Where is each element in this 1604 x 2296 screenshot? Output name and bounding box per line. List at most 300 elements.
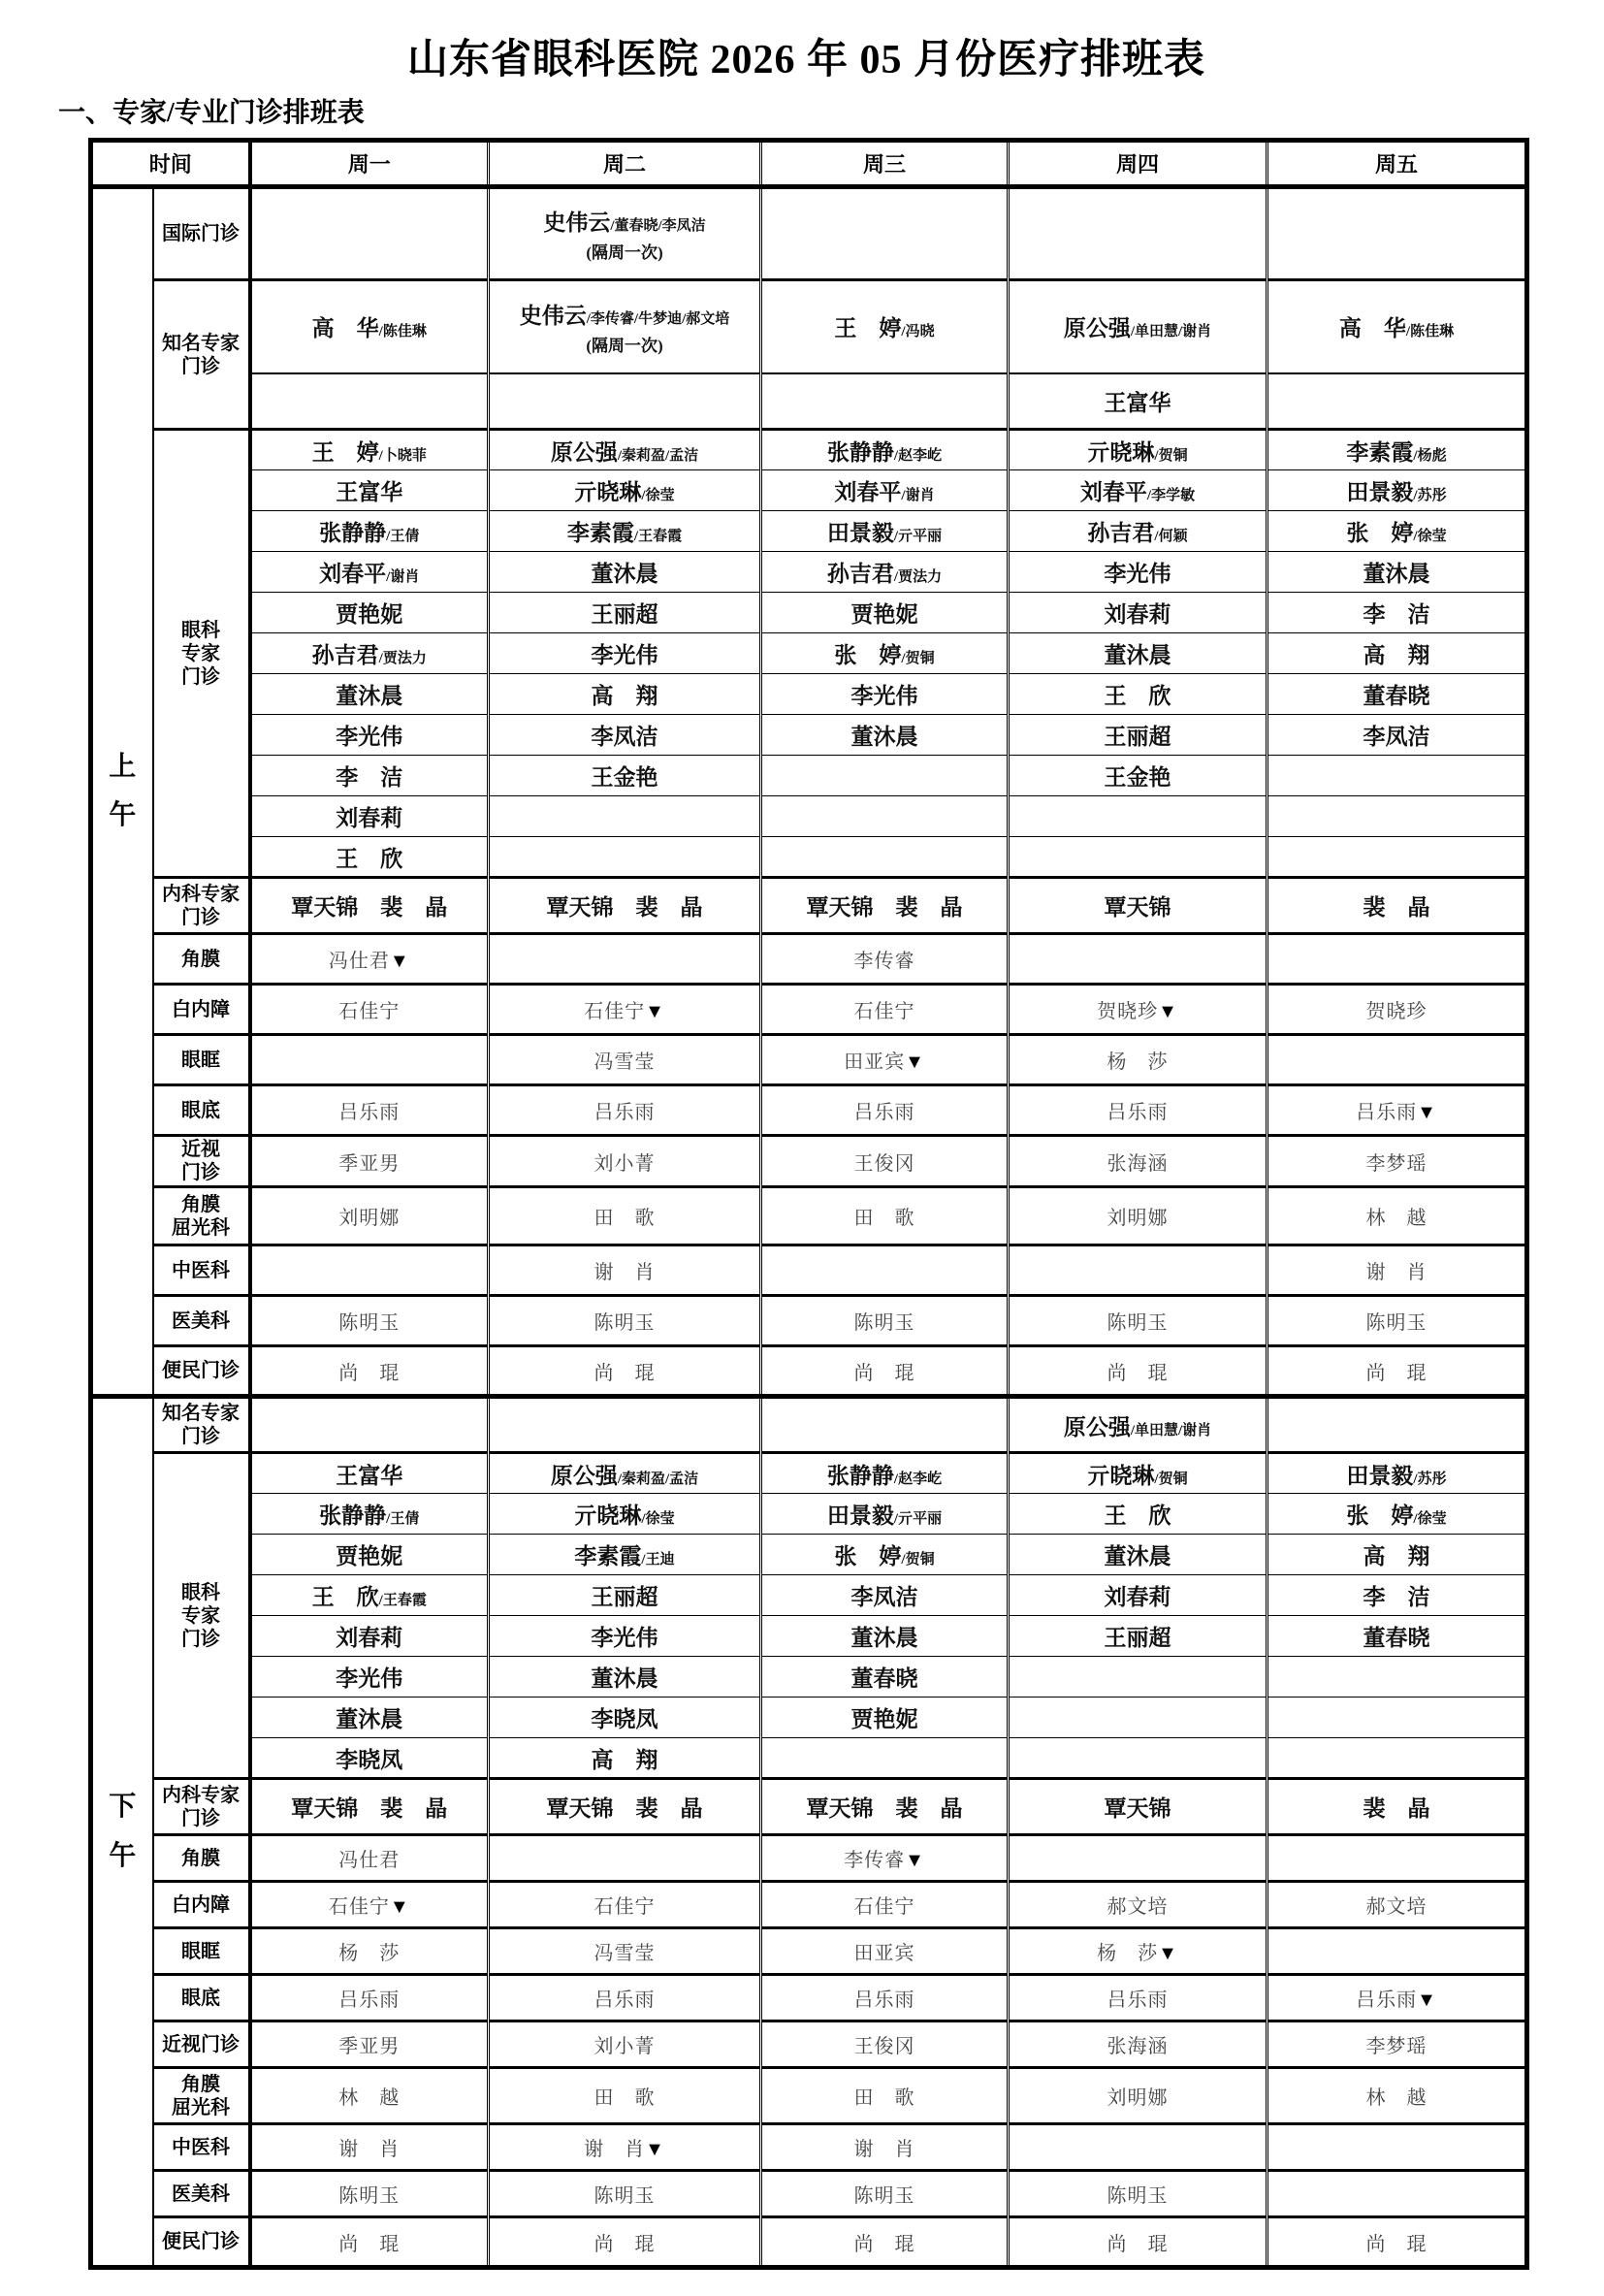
- schedule-cell: 张静静/王倩: [250, 511, 489, 552]
- schedule-cell: 董沐晨: [761, 715, 1009, 756]
- schedule-cell: 张 婷/贺铜: [761, 633, 1009, 674]
- schedule-cell: [250, 1245, 489, 1296]
- schedule-cell: 陈明玉: [1267, 1296, 1527, 1346]
- schedule-cell: 原公强/秦莉盈/孟洁: [489, 1453, 761, 1494]
- schedule-cell: [761, 187, 1009, 280]
- category-label: 眼科 专家 门诊: [153, 1453, 250, 1779]
- schedule-cell: 覃天锦: [1009, 1779, 1267, 1835]
- schedule-cell: 林 越: [1267, 2068, 1527, 2124]
- schedule-cell: 裴 晶: [1267, 1779, 1527, 1835]
- schedule-cell: 贾艳妮: [250, 593, 489, 633]
- schedule-cell: 郝文培: [1009, 1882, 1267, 1928]
- schedule-cell: 林 越: [1267, 1187, 1527, 1245]
- day-header-wed: 周三: [761, 141, 1009, 187]
- category-label: 眼底: [153, 1085, 250, 1136]
- schedule-cell: 李光伟: [250, 1657, 489, 1698]
- day-header-thu: 周四: [1009, 141, 1267, 187]
- schedule-cell: 贾艳妮: [250, 1535, 489, 1575]
- category-label: 中医科: [153, 2124, 250, 2171]
- triangle-marker: ▼: [1417, 1102, 1437, 1123]
- schedule-cell: 高 华/陈佳琳: [250, 280, 489, 373]
- schedule-cell: 高 翔: [1267, 633, 1527, 674]
- schedule-cell: [250, 187, 489, 280]
- schedule-cell: [489, 373, 761, 430]
- schedule-cell: 吕乐雨: [1009, 1975, 1267, 2021]
- schedule-row: [91, 1835, 1527, 1882]
- schedule-cell: 尚 琨: [489, 1346, 761, 1397]
- category-label: 角膜: [153, 934, 250, 985]
- schedule-cell: 李 洁: [1267, 593, 1527, 633]
- schedule-cell: 陈明玉: [761, 1296, 1009, 1346]
- category-label: 知名专家 门诊: [153, 280, 250, 430]
- schedule-cell: 刘春莉: [250, 1616, 489, 1657]
- schedule-cell: 陈明玉: [761, 2171, 1009, 2217]
- schedule-cell: 季亚男: [250, 1136, 489, 1187]
- schedule-cell: [1009, 796, 1267, 837]
- schedule-cell: 张 婷/徐莹: [1267, 511, 1527, 552]
- schedule-cell: 覃天锦 裴 晶: [761, 1779, 1009, 1835]
- schedule-cell: 裴 晶: [1267, 878, 1527, 934]
- schedule-cell: [1267, 1928, 1527, 1975]
- schedule-row: [91, 715, 1527, 756]
- schedule-cell: 尚 琨: [489, 2217, 761, 2268]
- day-header-tue: 周二: [489, 141, 761, 187]
- schedule-cell: 贺晓珍: [1267, 985, 1527, 1035]
- schedule-cell: 亓晓琳/徐莹: [489, 470, 761, 511]
- period-label: 上 午: [91, 187, 153, 1397]
- category-label: 角膜 屈光科: [153, 1187, 250, 1245]
- schedule-cell: [250, 1035, 489, 1085]
- schedule-cell: 王富华: [250, 470, 489, 511]
- schedule-cell: [761, 1245, 1009, 1296]
- schedule-cell: [489, 1835, 761, 1882]
- schedule-cell: 原公强/单田慧/谢肖: [1009, 280, 1267, 373]
- schedule-cell: 刘明娜: [1009, 1187, 1267, 1245]
- schedule-row: [91, 1397, 1527, 1453]
- schedule-body: [91, 187, 1527, 2268]
- schedule-cell: [1267, 1035, 1527, 1085]
- schedule-cell: 董春晓: [1267, 674, 1527, 715]
- schedule-cell: 王俊冈: [761, 1136, 1009, 1187]
- schedule-cell: 田亚宾: [761, 1928, 1009, 1975]
- schedule-row: [91, 985, 1527, 1035]
- schedule-cell: 覃天锦 裴 晶: [250, 1779, 489, 1835]
- category-label: 内科专家 门诊: [153, 1779, 250, 1835]
- schedule-row: [91, 2068, 1527, 2124]
- schedule-cell: 覃天锦 裴 晶: [489, 878, 761, 934]
- schedule-cell: [1009, 837, 1267, 878]
- time-header: 时间: [91, 141, 250, 187]
- schedule-cell: 吕乐雨: [250, 1975, 489, 2021]
- schedule-row: [91, 1346, 1527, 1397]
- triangle-marker: ▼: [645, 1001, 665, 1022]
- schedule-cell: [1267, 2124, 1527, 2171]
- schedule-cell: 王 欣: [1009, 674, 1267, 715]
- schedule-cell: 杨 莎: [250, 1928, 489, 1975]
- schedule-cell: 杨 莎: [1009, 1035, 1267, 1085]
- schedule-cell: [1267, 1657, 1527, 1698]
- triangle-marker: ▼: [389, 1896, 410, 1918]
- schedule-cell: 董沐晨: [1009, 633, 1267, 674]
- schedule-row: [91, 1738, 1527, 1779]
- schedule-cell: 张静静/赵李屹: [761, 430, 1009, 470]
- schedule-row: [91, 1136, 1527, 1187]
- schedule-row: [91, 837, 1527, 878]
- schedule-cell: 李光伟: [250, 715, 489, 756]
- schedule-cell: 李 洁: [250, 756, 489, 796]
- day-header-fri: 周五: [1267, 141, 1527, 187]
- schedule-row: [91, 756, 1527, 796]
- schedule-cell: 李素霞/杨彪: [1267, 430, 1527, 470]
- schedule-cell: [1009, 934, 1267, 985]
- schedule-cell: 张静静/王倩: [250, 1494, 489, 1535]
- schedule-row: [91, 1575, 1527, 1616]
- schedule-cell: 孙吉君/贾法力: [250, 633, 489, 674]
- schedule-row: [91, 430, 1527, 470]
- schedule-cell: [1267, 187, 1527, 280]
- schedule-cell: 贾艳妮: [761, 1698, 1009, 1738]
- schedule-row: [91, 934, 1527, 985]
- schedule-cell: 尚 琨: [1009, 2217, 1267, 2268]
- schedule-cell: 刘春平/谢肖: [250, 552, 489, 593]
- schedule-cell: 张静静/赵李屹: [761, 1453, 1009, 1494]
- triangle-marker: ▼: [1158, 1001, 1178, 1022]
- schedule-cell: 王丽超: [489, 593, 761, 633]
- schedule-cell: [250, 1397, 489, 1453]
- schedule-cell: 石佳宁: [761, 1882, 1009, 1928]
- schedule-cell: 尚 琨: [250, 1346, 489, 1397]
- schedule-cell: 陈明玉: [1009, 2171, 1267, 2217]
- schedule-cell: 田 歌: [489, 1187, 761, 1245]
- schedule-cell: 谢 肖: [250, 2124, 489, 2171]
- schedule-cell: 覃天锦: [1009, 878, 1267, 934]
- schedule-cell: [1009, 187, 1267, 280]
- schedule-cell: 吕乐雨: [250, 1085, 489, 1136]
- schedule-cell: 陈明玉: [489, 1296, 761, 1346]
- schedule-row: [91, 1616, 1527, 1657]
- category-label: 眼眶: [153, 1928, 250, 1975]
- schedule-row: [91, 1494, 1527, 1535]
- schedule-cell: 陈明玉: [250, 1296, 489, 1346]
- schedule-cell: 尚 琨: [1267, 2217, 1527, 2268]
- schedule-cell: 田景毅/亓平丽: [761, 511, 1009, 552]
- schedule-row: [91, 1882, 1527, 1928]
- schedule-row: [91, 1535, 1527, 1575]
- schedule-cell: 董沐晨: [489, 552, 761, 593]
- schedule-cell: 田亚宾▼: [761, 1035, 1009, 1085]
- schedule-cell: 董沐晨: [761, 1616, 1009, 1657]
- schedule-cell: 冯仕君▼: [250, 934, 489, 985]
- schedule-cell: 董沐晨: [489, 1657, 761, 1698]
- schedule-cell: 田景毅/亓平丽: [761, 1494, 1009, 1535]
- schedule-row: [91, 1779, 1527, 1835]
- schedule-cell: 张 婷/贺铜: [761, 1535, 1009, 1575]
- category-label: 近视门诊: [153, 2021, 250, 2068]
- schedule-cell: 刘春平/李学敏: [1009, 470, 1267, 511]
- schedule-cell: [1009, 1698, 1267, 1738]
- category-label: 近视 门诊: [153, 1136, 250, 1187]
- schedule-cell: [489, 837, 761, 878]
- schedule-cell: 田景毅/苏彤: [1267, 1453, 1527, 1494]
- category-label: 医美科: [153, 2171, 250, 2217]
- schedule-cell: 王 婷/卜晓菲: [250, 430, 489, 470]
- schedule-cell: 冯雪莹: [489, 1928, 761, 1975]
- schedule-row: [91, 2021, 1527, 2068]
- schedule-cell: 王丽超: [489, 1575, 761, 1616]
- schedule-cell: 董沐晨: [1267, 552, 1527, 593]
- schedule-cell: 尚 琨: [1009, 1346, 1267, 1397]
- schedule-cell: 李光伟: [1009, 552, 1267, 593]
- triangle-marker: ▼: [1158, 1943, 1178, 1964]
- schedule-cell: [761, 1397, 1009, 1453]
- schedule-cell: 史伟云/董春晓/李凤洁 (隔周一次): [489, 187, 761, 280]
- schedule-row: [91, 1296, 1527, 1346]
- category-label: 医美科: [153, 1296, 250, 1346]
- schedule-cell: 刘春莉: [250, 796, 489, 837]
- schedule-cell: 贺晓珍▼: [1009, 985, 1267, 1035]
- schedule-cell: 王 婷/冯晓: [761, 280, 1009, 373]
- schedule-row: [91, 373, 1527, 430]
- schedule-cell: 李梦瑶: [1267, 2021, 1527, 2068]
- schedule-cell: 李晓凤: [489, 1698, 761, 1738]
- schedule-cell: 王丽超: [1009, 715, 1267, 756]
- schedule-row: [91, 511, 1527, 552]
- schedule-cell: 杨 莎▼: [1009, 1928, 1267, 1975]
- schedule-cell: 刘小菁: [489, 2021, 761, 2068]
- schedule-cell: 石佳宁: [489, 1882, 761, 1928]
- schedule-row: [91, 633, 1527, 674]
- schedule-cell: 王富华: [250, 1453, 489, 1494]
- schedule-row: [91, 796, 1527, 837]
- schedule-cell: 李晓凤: [250, 1738, 489, 1779]
- schedule-row: [91, 593, 1527, 633]
- schedule-cell: 王金艳: [1009, 756, 1267, 796]
- category-label: 白内障: [153, 1882, 250, 1928]
- category-label: 国际门诊: [153, 187, 250, 280]
- schedule-cell: 石佳宁: [761, 985, 1009, 1035]
- schedule-cell: 刘春莉: [1009, 593, 1267, 633]
- schedule-cell: 亓晓琳/贺铜: [1009, 430, 1267, 470]
- category-label: 知名专家 门诊: [153, 1397, 250, 1453]
- schedule-cell: [489, 934, 761, 985]
- triangle-marker: ▼: [1417, 1989, 1437, 2011]
- schedule-cell: 季亚男: [250, 2021, 489, 2068]
- schedule-cell: 田景毅/苏彤: [1267, 470, 1527, 511]
- schedule-cell: 谢 肖: [489, 1245, 761, 1296]
- category-label: 眼眶: [153, 1035, 250, 1085]
- category-label: 角膜: [153, 1835, 250, 1882]
- schedule-cell: [761, 796, 1009, 837]
- schedule-cell: 田 歌: [489, 2068, 761, 2124]
- schedule-cell: [489, 796, 761, 837]
- schedule-cell: [1267, 756, 1527, 796]
- category-label: 便民门诊: [153, 2217, 250, 2268]
- schedule-cell: 董沐晨: [250, 674, 489, 715]
- page-subtitle: 一、专家/专业门诊排班表: [58, 98, 365, 128]
- schedule-cell: 孙吉君/贾法力: [761, 552, 1009, 593]
- schedule-cell: 原公强/秦莉盈/孟洁: [489, 430, 761, 470]
- schedule-cell: 原公强/单田慧/谢肖: [1009, 1397, 1267, 1453]
- schedule-cell: [1009, 2124, 1267, 2171]
- schedule-cell: [1267, 837, 1527, 878]
- schedule-cell: 吕乐雨: [1009, 1085, 1267, 1136]
- schedule-cell: 高 翔: [489, 674, 761, 715]
- schedule-cell: 史伟云/李传睿/牛梦迪/郝文培 (隔周一次): [489, 280, 761, 373]
- category-label: 白内障: [153, 985, 250, 1035]
- schedule-cell: [1267, 796, 1527, 837]
- schedule-cell: 李光伟: [489, 1616, 761, 1657]
- schedule-cell: 刘明娜: [250, 1187, 489, 1245]
- schedule-cell: 田 歌: [761, 2068, 1009, 2124]
- triangle-marker: ▼: [905, 1850, 925, 1871]
- schedule-cell: 尚 琨: [1267, 1346, 1527, 1397]
- schedule-cell: [761, 756, 1009, 796]
- schedule-cell: 吕乐雨: [761, 1975, 1009, 2021]
- triangle-marker: ▼: [905, 1051, 925, 1073]
- schedule-row: [91, 1453, 1527, 1494]
- schedule-cell: [1267, 1397, 1527, 1453]
- schedule-cell: 李素霞/王迪: [489, 1535, 761, 1575]
- schedule-cell: 亓晓琳/徐莹: [489, 1494, 761, 1535]
- schedule-cell: [1009, 1245, 1267, 1296]
- schedule-cell: [1267, 373, 1527, 430]
- schedule-cell: [1267, 1835, 1527, 1882]
- schedule-cell: 刘春平/谢肖: [761, 470, 1009, 511]
- schedule-cell: 高 翔: [1267, 1535, 1527, 1575]
- schedule-row: [91, 1657, 1527, 1698]
- schedule-page: [0, 27, 1604, 2270]
- schedule-cell: 谢 肖: [761, 2124, 1009, 2171]
- schedule-cell: [761, 373, 1009, 430]
- schedule-cell: 刘明娜: [1009, 2068, 1267, 2124]
- schedule-cell: 吕乐雨▼: [1267, 1085, 1527, 1136]
- schedule-row: [91, 1928, 1527, 1975]
- schedule-cell: 王 欣: [1009, 1494, 1267, 1535]
- schedule-cell: 孙吉君/何颖: [1009, 511, 1267, 552]
- schedule-cell: 覃天锦 裴 晶: [761, 878, 1009, 934]
- schedule-cell: 董沐晨: [250, 1698, 489, 1738]
- schedule-cell: 高 翔: [489, 1738, 761, 1779]
- schedule-cell: 董春晓: [1267, 1616, 1527, 1657]
- schedule-cell: 张海涵: [1009, 1136, 1267, 1187]
- schedule-row: [91, 1245, 1527, 1296]
- schedule-cell: 张 婷/徐莹: [1267, 1494, 1527, 1535]
- schedule-cell: 尚 琨: [761, 1346, 1009, 1397]
- schedule-cell: [1009, 1835, 1267, 1882]
- schedule-cell: [1267, 1698, 1527, 1738]
- schedule-cell: 李凤洁: [761, 1575, 1009, 1616]
- schedule-row: [91, 674, 1527, 715]
- schedule-cell: 张海涵: [1009, 2021, 1267, 2068]
- schedule-cell: [1267, 1738, 1527, 1779]
- page-title: 山东省眼科医院 2026 年 05 月份医疗排班表: [406, 38, 1205, 82]
- schedule-cell: 谢 肖▼: [489, 2124, 761, 2171]
- schedule-cell: 李光伟: [489, 633, 761, 674]
- schedule-cell: 吕乐雨: [489, 1085, 761, 1136]
- schedule-cell: 李传睿: [761, 934, 1009, 985]
- cell-note: (隔周一次): [586, 243, 663, 262]
- schedule-cell: 刘春莉: [1009, 1575, 1267, 1616]
- schedule-cell: 林 越: [250, 2068, 489, 2124]
- schedule-cell: 李光伟: [761, 674, 1009, 715]
- schedule-cell: 覃天锦 裴 晶: [489, 1779, 761, 1835]
- schedule-row: [91, 878, 1527, 934]
- category-label: 眼底: [153, 1975, 250, 2021]
- category-label: 眼科 专家 门诊: [153, 430, 250, 878]
- schedule-cell: 陈明玉: [489, 2171, 761, 2217]
- period-label: 下 午: [91, 1397, 153, 2268]
- category-label: 角膜 屈光科: [153, 2068, 250, 2124]
- schedule-cell: 田 歌: [761, 1187, 1009, 1245]
- schedule-row: [91, 2217, 1527, 2268]
- triangle-marker: ▼: [645, 2139, 665, 2160]
- schedule-row: [91, 2171, 1527, 2217]
- schedule-row: [91, 1975, 1527, 2021]
- schedule-cell: 王富华: [1009, 373, 1267, 430]
- schedule-cell: 王俊冈: [761, 2021, 1009, 2068]
- schedule-cell: 王丽超: [1009, 1616, 1267, 1657]
- schedule-cell: 高 华/陈佳琳: [1267, 280, 1527, 373]
- schedule-cell: [1009, 1738, 1267, 1779]
- schedule-cell: 石佳宁▼: [489, 985, 761, 1035]
- schedule-cell: [250, 373, 489, 430]
- schedule-row: [91, 1187, 1527, 1245]
- schedule-cell: 吕乐雨: [489, 1975, 761, 2021]
- schedule-cell: 刘小菁: [489, 1136, 761, 1187]
- schedule-cell: 李凤洁: [1267, 715, 1527, 756]
- category-label: 内科专家 门诊: [153, 878, 250, 934]
- schedule-cell: [1267, 2171, 1527, 2217]
- schedule-cell: 吕乐雨▼: [1267, 1975, 1527, 2021]
- schedule-row: [91, 187, 1527, 280]
- schedule-cell: 吕乐雨: [761, 1085, 1009, 1136]
- schedule-cell: 尚 琨: [250, 2217, 489, 2268]
- schedule-cell: [761, 1738, 1009, 1779]
- category-label: 中医科: [153, 1245, 250, 1296]
- schedule-row: [91, 280, 1527, 373]
- schedule-cell: 董沐晨: [1009, 1535, 1267, 1575]
- category-label: 便民门诊: [153, 1346, 250, 1397]
- schedule-cell: 覃天锦 裴 晶: [250, 878, 489, 934]
- schedule-cell: 陈明玉: [1009, 1296, 1267, 1346]
- schedule-cell: 董春晓: [761, 1657, 1009, 1698]
- schedule-cell: 王金艳: [489, 756, 761, 796]
- schedule-row: [91, 1698, 1527, 1738]
- schedule-cell: 李凤洁: [489, 715, 761, 756]
- day-header-mon: 周一: [250, 141, 489, 187]
- schedule-cell: 李素霞/王春霞: [489, 511, 761, 552]
- schedule-cell: 尚 琨: [761, 2217, 1009, 2268]
- schedule-cell: 亓晓琳/贺铜: [1009, 1453, 1267, 1494]
- schedule-cell: 陈明玉: [250, 2171, 489, 2217]
- schedule-cell: 石佳宁▼: [250, 1882, 489, 1928]
- schedule-row: [91, 1035, 1527, 1085]
- header-row: [91, 141, 1527, 187]
- schedule-cell: 李梦瑶: [1267, 1136, 1527, 1187]
- cell-note: (隔周一次): [586, 336, 663, 355]
- schedule-cell: 王 欣: [250, 837, 489, 878]
- schedule-cell: 谢 肖: [1267, 1245, 1527, 1296]
- schedule-cell: 贾艳妮: [761, 593, 1009, 633]
- schedule-cell: 李 洁: [1267, 1575, 1527, 1616]
- schedule-cell: 王 欣/王春霞: [250, 1575, 489, 1616]
- schedule-cell: [489, 1397, 761, 1453]
- schedule-table: [88, 138, 1529, 2270]
- schedule-row: [91, 470, 1527, 511]
- schedule-cell: 郝文培: [1267, 1882, 1527, 1928]
- schedule-cell: 冯雪莹: [489, 1035, 761, 1085]
- schedule-cell: [1009, 1657, 1267, 1698]
